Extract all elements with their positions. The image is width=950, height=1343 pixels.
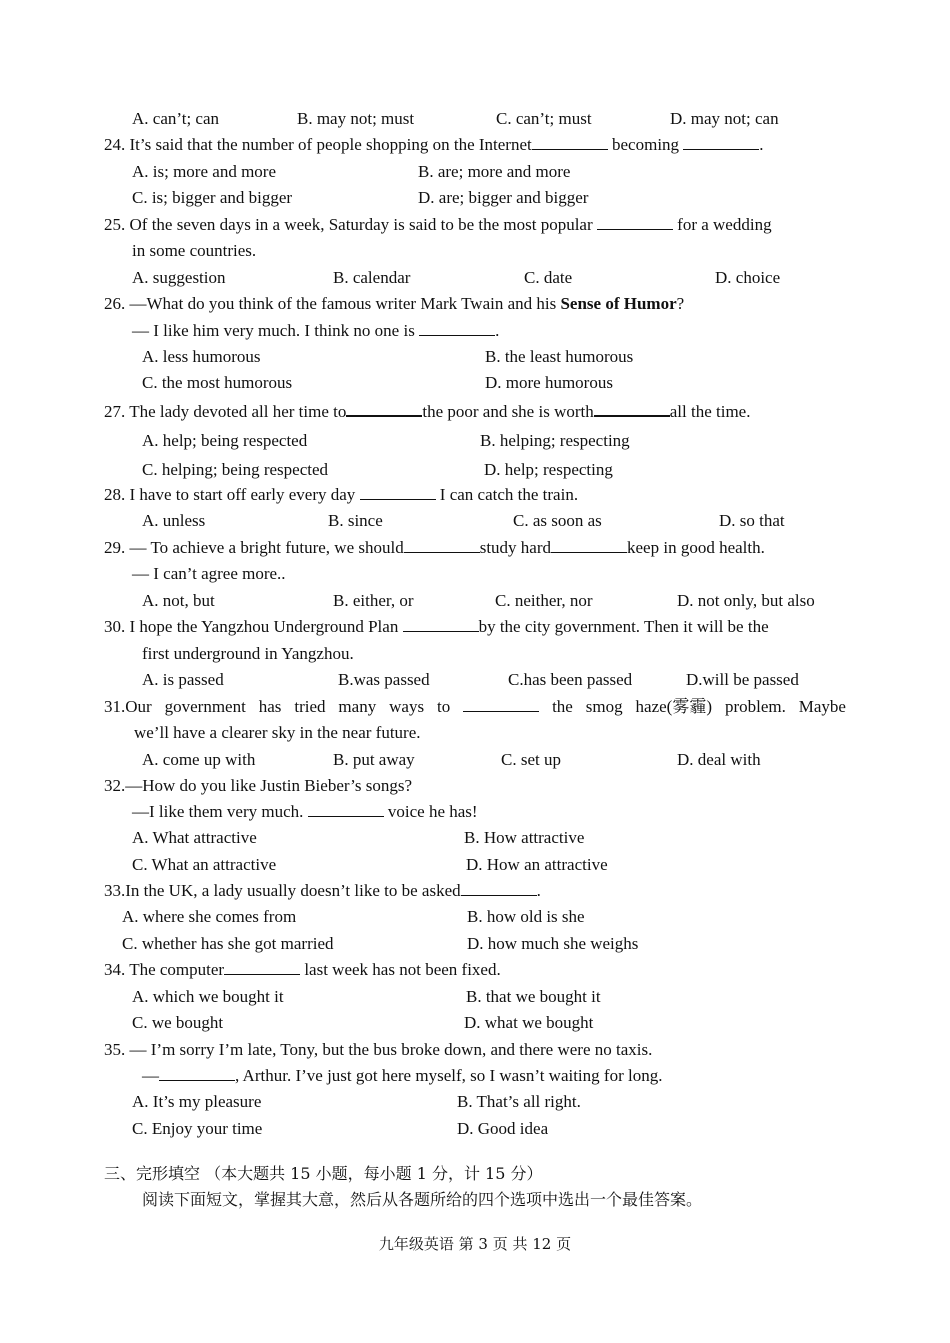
q23-option-c: C. can’t; must bbox=[496, 109, 592, 128]
q26-option-d: D. more humorous bbox=[485, 373, 613, 392]
q31-option-c: C. set up bbox=[501, 750, 561, 769]
answer-blank bbox=[159, 1065, 235, 1081]
q31-option-a: A. come up with bbox=[142, 750, 256, 769]
question-29-reply: — I can’t agree more.. bbox=[132, 564, 286, 583]
q30-option-a: A. is passed bbox=[142, 670, 224, 689]
section-instruction: 阅读下面短文，掌握其大意，然后从各题所给的四个选项中选出一个最佳答案。 bbox=[142, 1190, 703, 1209]
answer-blank bbox=[461, 880, 537, 896]
q26-option-c: C. the most humorous bbox=[142, 373, 293, 392]
q25-option-c: C. date bbox=[524, 268, 573, 287]
question-29: 29. — To achieve a bright future, we should study hard keep in good health. bbox=[104, 538, 765, 557]
q29-option-b: B. either, or bbox=[333, 591, 414, 610]
q35-option-b: B. That’s all right. bbox=[457, 1092, 581, 1111]
q29-option-a: A. not, but bbox=[142, 591, 215, 610]
q34-option-d: D. what we bought bbox=[464, 1013, 594, 1032]
answer-blank bbox=[597, 214, 673, 230]
question-28: 28. I have to start off early every day I can catch the train. bbox=[104, 485, 579, 504]
question-30-line2: first underground in Yangzhou. bbox=[142, 644, 354, 663]
q35-option-c: C. Enjoy your time bbox=[132, 1119, 263, 1138]
question-26: 26. —What do you think of the famous writer Mark Twain and his Sense of Humor? bbox=[104, 294, 685, 313]
q31-option-b: B. put away bbox=[333, 750, 415, 769]
q31-option-d: D. deal with bbox=[677, 750, 761, 769]
q23-option-d: D. may not; can bbox=[670, 109, 779, 128]
answer-blank bbox=[308, 801, 384, 817]
question-25: 25. Of the seven days in a week, Saturday is said to be the most popular for a wedding bbox=[104, 215, 772, 234]
answer-blank bbox=[463, 696, 539, 712]
question-32-reply: —I like them very much. voice he has! bbox=[132, 802, 478, 821]
q34-option-a: A. which we bought it bbox=[132, 987, 284, 1006]
q26-option-b: B. the least humorous bbox=[485, 347, 634, 366]
question-34: 34. The computer last week has not been fixed. bbox=[104, 960, 501, 979]
q24-option-b: B. are; more and more bbox=[418, 162, 571, 181]
q30-option-c: C.has been passed bbox=[508, 670, 633, 689]
section-title: 三、完形填空 （本大题共 15 小题，每小题 1 分，计 15 分） bbox=[104, 1164, 543, 1183]
q29-option-c: C. neither, nor bbox=[495, 591, 593, 610]
answer-blank bbox=[403, 616, 479, 632]
q25-option-d: D. choice bbox=[715, 268, 781, 287]
question-31-line2: we’ll have a clearer sky in the near future. bbox=[134, 723, 421, 742]
q32-option-d: D. How an attractive bbox=[466, 855, 608, 874]
q27-option-a: A. help; being respected bbox=[142, 431, 308, 450]
q26-option-a: A. less humorous bbox=[142, 347, 261, 366]
question-25-line2: in some countries. bbox=[132, 241, 257, 260]
bold-title: Sense of Humor bbox=[560, 294, 677, 313]
q24-option-d: D. are; bigger and bigger bbox=[418, 188, 589, 207]
answer-blank bbox=[360, 484, 436, 500]
q23-option-b: B. may not; must bbox=[297, 109, 415, 128]
q23-option-a: A. can’t; can bbox=[132, 109, 220, 128]
q29-option-d: D. not only, but also bbox=[677, 591, 815, 610]
q24-option-c: C. is; bigger and bigger bbox=[132, 188, 293, 207]
answer-blank bbox=[551, 537, 627, 553]
q28-option-d: D. so that bbox=[719, 511, 785, 530]
question-35: 35. — I’m sorry I’m late, Tony, but the bus broke down, and there were no taxis. bbox=[104, 1040, 653, 1059]
q28-option-a: A. unless bbox=[142, 511, 206, 530]
answer-blank bbox=[419, 320, 495, 336]
q33-option-a: A. where she comes from bbox=[122, 907, 297, 926]
question-27: 27. The lady devoted all her time to the poor and she is worth all the time. bbox=[104, 402, 751, 421]
page-footer: 九年级英语 第 3 页 共 12 页 bbox=[378, 1235, 572, 1253]
question-24: 24. It’s said that the number of people shopping on the Internet becoming . bbox=[104, 135, 764, 154]
answer-blank bbox=[532, 134, 608, 150]
q35-option-d: D. Good idea bbox=[457, 1119, 549, 1138]
q33-option-d: D. how much she weighs bbox=[467, 934, 639, 953]
answer-blank bbox=[224, 959, 300, 975]
q27-option-c: C. helping; being respected bbox=[142, 460, 329, 479]
q30-option-d: D.will be passed bbox=[686, 670, 799, 689]
q33-option-c: C. whether has she got married bbox=[122, 934, 334, 953]
answer-blank bbox=[404, 537, 480, 553]
q32-option-c: C. What an attractive bbox=[132, 855, 277, 874]
q35-option-a: A. It’s my pleasure bbox=[132, 1092, 262, 1111]
q34-option-c: C. we bought bbox=[132, 1013, 224, 1032]
question-33: 33.In the UK, a lady usually doesn’t like to be asked . bbox=[104, 881, 541, 900]
question-31: 31.Our government has tried many ways to the smog haze(雾霾) problem. Maybe bbox=[104, 697, 846, 716]
q28-option-c: C. as soon as bbox=[513, 511, 602, 530]
answer-blank bbox=[346, 400, 422, 417]
q28-option-b: B. since bbox=[328, 511, 383, 530]
answer-blank bbox=[594, 400, 670, 417]
question-35-reply: — , Arthur. I’ve just got here myself, so I wasn’t waiting for long. bbox=[142, 1066, 663, 1085]
q32-option-a: A. What attractive bbox=[132, 828, 257, 847]
q34-option-b: B. that we bought it bbox=[466, 987, 601, 1006]
q30-option-b: B.was passed bbox=[338, 670, 430, 689]
question-26-reply: — I like him very much. I think no one is . bbox=[132, 321, 500, 340]
question-32: 32.—How do you like Justin Bieber’s songs? bbox=[104, 776, 413, 795]
q25-option-b: B. calendar bbox=[333, 268, 411, 287]
q27-option-d: D. help; respecting bbox=[484, 460, 613, 479]
q32-option-b: B. How attractive bbox=[464, 828, 585, 847]
q27-option-b: B. helping; respecting bbox=[480, 431, 630, 450]
answer-blank bbox=[683, 134, 759, 150]
question-30: 30. I hope the Yangzhou Underground Plan by the city government. Then it will be the bbox=[104, 617, 769, 636]
q25-option-a: A. suggestion bbox=[132, 268, 226, 287]
q33-option-b: B. how old is she bbox=[467, 907, 585, 926]
q24-option-a: A. is; more and more bbox=[132, 162, 276, 181]
